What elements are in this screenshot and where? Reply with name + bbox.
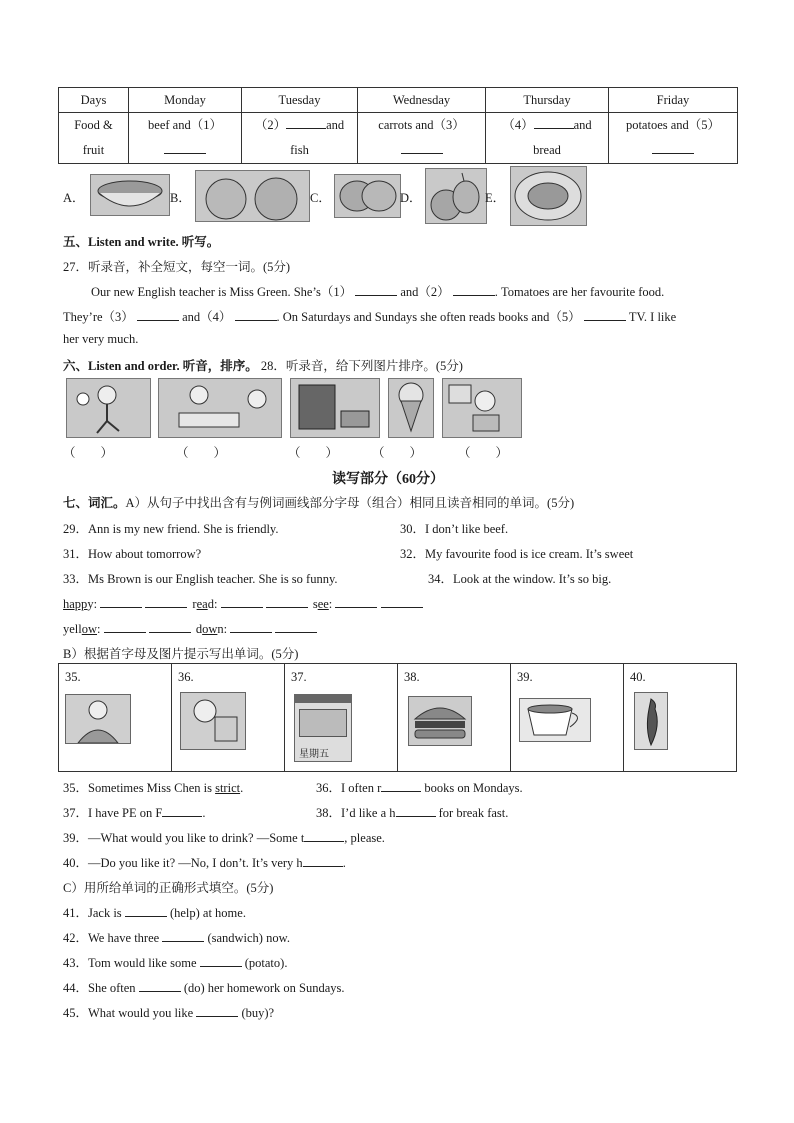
example-words-row-1: happy: read: see:: [63, 595, 423, 612]
answer-blank[interactable]: [200, 954, 242, 967]
order-paren-4[interactable]: （ ）: [372, 446, 423, 460]
cell-wednesday: carrots and（3）: [358, 113, 486, 164]
answer-blank[interactable]: [230, 620, 272, 633]
order-paren-5[interactable]: （ ）: [458, 446, 509, 460]
q35: 35．Sometimes Miss Chen is strict.: [63, 781, 244, 795]
answer-blank[interactable]: [196, 1004, 238, 1017]
answer-blank[interactable]: [149, 620, 191, 633]
answer-blank[interactable]: [381, 595, 423, 608]
answer-blank[interactable]: [453, 283, 495, 296]
passage-line-3: her very much.: [63, 332, 139, 346]
header-wednesday: Wednesday: [358, 88, 486, 113]
answer-blank[interactable]: [164, 141, 206, 154]
answer-blank[interactable]: [584, 308, 626, 321]
cell-thursday: （4） and bread: [486, 113, 609, 164]
q29: 29．Ann is my new friend. She is friendly.: [63, 522, 279, 536]
vocab-picture-table: [58, 663, 737, 772]
boy-reading-image: [442, 378, 522, 438]
example-words-row-2: yellow: down:: [63, 620, 317, 637]
passage-line-1: Our new English teacher is Miss Green. She’s（1） and（2） . Tomatoes are her favourite food.: [91, 285, 665, 299]
header-monday: Monday: [129, 88, 242, 113]
q44: 44．She often (do) her homework on Sundays.: [63, 981, 345, 995]
cell-monday: beef and（1）: [129, 113, 242, 164]
header-tuesday: Tuesday: [242, 88, 358, 113]
hamburger-icon: [408, 696, 472, 746]
answer-blank[interactable]: [104, 620, 146, 633]
answer-blank[interactable]: [275, 620, 317, 633]
reading-writing-title: 读写部分（60分）: [332, 472, 444, 487]
header-days: Days: [59, 88, 129, 113]
tea-cup-icon: [519, 698, 591, 742]
part-c-instruction: C）用所给单词的正确形式填空。(5分): [63, 881, 274, 895]
answer-blank[interactable]: [137, 308, 179, 321]
eggs-image: [334, 174, 401, 218]
answer-blank[interactable]: [401, 141, 443, 154]
answer-blank[interactable]: [125, 904, 167, 917]
calendar-friday-icon: [294, 694, 352, 762]
answer-blank[interactable]: [335, 595, 377, 608]
tea-cups-image: [290, 378, 380, 438]
pears-image: [425, 168, 487, 224]
salad-plate-image: [510, 166, 587, 226]
q41: 41．Jack is (help) at home.: [63, 906, 246, 920]
answer-blank[interactable]: [303, 854, 343, 867]
answer-blank[interactable]: [381, 779, 421, 792]
q32: 32．My favourite food is ice cream. It’s sweet: [400, 547, 634, 561]
q33: 33．Ms Brown is our English teacher. She is so funny.: [63, 572, 338, 586]
cell-friday: potatoes and（5）: [609, 113, 738, 164]
q37: 37．I have PE on F .: [63, 806, 206, 820]
option-a-label: A．: [63, 191, 85, 205]
reading-boy-icon: [180, 692, 246, 750]
vocab-cell-39: 39.: [511, 664, 624, 772]
q38: 38．I’d like a h for break fast.: [316, 806, 509, 820]
schedule-table: [58, 87, 738, 164]
section6-heading: [63, 356, 463, 374]
q34: 34．Look at the window. It’s so big.: [428, 572, 612, 586]
q31: 31．How about tomorrow?: [63, 547, 202, 561]
answer-blank[interactable]: [145, 595, 187, 608]
header-friday: Friday: [609, 88, 738, 113]
q43: 43．Tom would like some (potato).: [63, 956, 288, 970]
section7-title: 七、词汇。: [63, 496, 126, 510]
ice-cream-image: [388, 378, 434, 438]
answer-blank[interactable]: [304, 829, 344, 842]
boy-football-image: [66, 378, 151, 438]
section5-title: 五、Listen and write. 听写。: [63, 235, 220, 249]
answer-blank[interactable]: [266, 595, 308, 608]
q45: 45．What would you like (buy)?: [63, 1006, 275, 1020]
answer-blank[interactable]: [534, 116, 574, 129]
rice-bowl-image: [90, 174, 170, 216]
option-b-label: B．: [170, 191, 191, 205]
q40: 40．—Do you like it? —No, I don’t. It’s very h .: [63, 856, 346, 870]
friday-label: 星期五: [299, 749, 329, 760]
kids-drawing-image: [158, 378, 282, 438]
q39: 39．—What would you like to drink? —Some t , please.: [63, 831, 385, 845]
header-thursday: Thursday: [486, 88, 609, 113]
section6-title: 六、Listen and order. 听音，排序。: [63, 359, 258, 373]
answer-blank[interactable]: [221, 595, 263, 608]
q36: 36．I often r books on Mondays.: [316, 781, 523, 795]
option-d-label: D．: [400, 191, 422, 205]
q30: 30．I don’t like beef.: [400, 522, 509, 536]
vocab-cell-35: 35.: [59, 664, 172, 772]
answer-blank[interactable]: [355, 283, 397, 296]
part-a-instruction: A）从句子中找出含有与例词画线部分字母（组合）相同且读音相同的单词。(5分): [125, 496, 575, 510]
vocab-cell-38: 38.: [398, 664, 511, 772]
vocab-cell-36: 36.: [172, 664, 285, 772]
q28-instruction: 28．听录音，给下列图片排序。(5分): [260, 359, 463, 373]
section7-heading: [63, 493, 574, 511]
answer-blank[interactable]: [652, 141, 694, 154]
answer-blank[interactable]: [396, 804, 436, 817]
answer-blank[interactable]: [100, 595, 142, 608]
vocab-cell-37: 37. 星期五: [285, 664, 398, 772]
order-paren-3[interactable]: （ ）: [288, 446, 339, 460]
order-paren-1[interactable]: （ ）: [63, 446, 114, 460]
oranges-image: [195, 170, 310, 222]
option-c-label: C．: [310, 191, 331, 205]
cell-food-fruit: Food & fruit: [59, 113, 129, 164]
order-paren-2[interactable]: （ ）: [176, 446, 227, 460]
chili-pepper-icon: [634, 692, 668, 750]
part-b-instruction: B）根据首字母及图片提示写出单词。(5分): [63, 647, 299, 661]
passage-line-2: They’re（3） and（4） . On Saturdays and Sundays she often reads books and（5） TV. I like: [63, 310, 677, 324]
answer-blank[interactable]: [162, 804, 202, 817]
q27-instruction: 27．听录音，补全短文，每空一词。(5分): [63, 260, 291, 274]
answer-blank[interactable]: [139, 979, 181, 992]
vocab-cell-40: 40.: [624, 664, 737, 772]
strict-teacher-icon: [65, 694, 131, 744]
answer-blank[interactable]: [286, 116, 326, 129]
q42: 42．We have three (sandwich) now.: [63, 931, 290, 945]
answer-blank[interactable]: [162, 929, 204, 942]
cell-tuesday: （2） and fish: [242, 113, 358, 164]
option-e-label: E．: [485, 191, 506, 205]
answer-blank[interactable]: [235, 308, 277, 321]
